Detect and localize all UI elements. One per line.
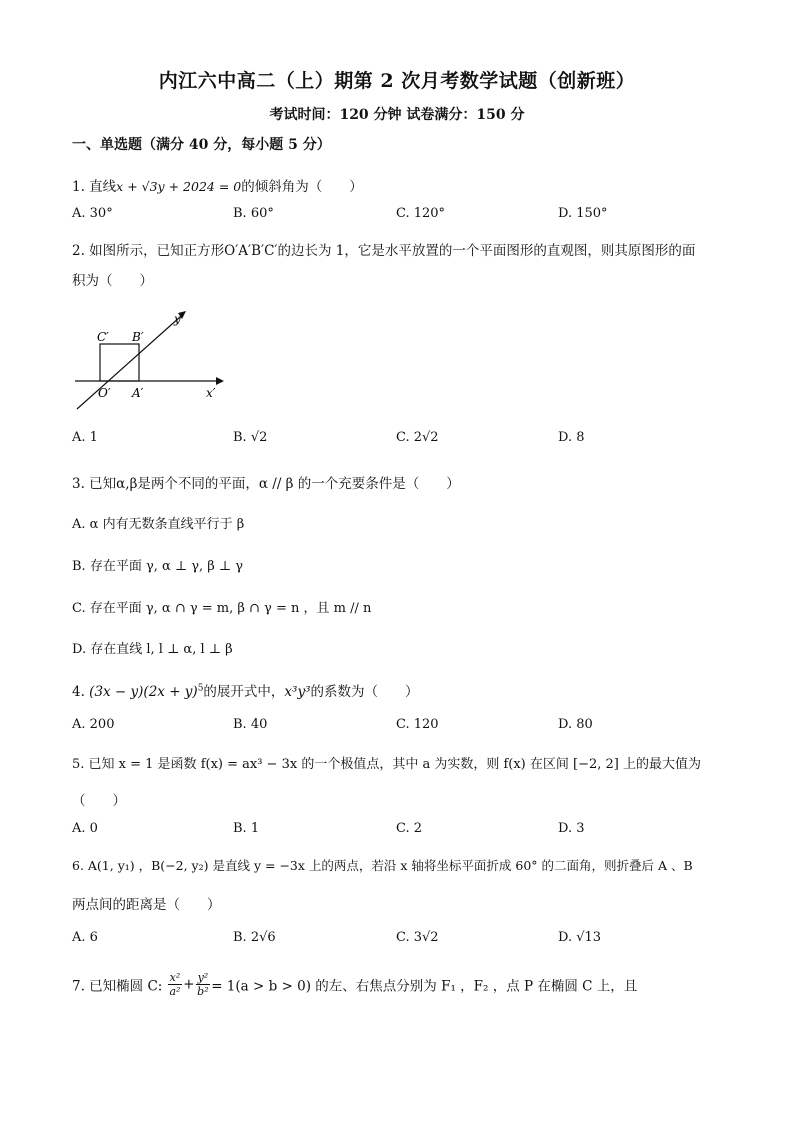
frac2-denominator: b² (197, 985, 209, 998)
q4-option-a: A. 200 (72, 717, 115, 732)
y-axis-line (77, 317, 180, 409)
question-6-line1: 6. A(1, y₁) ，B(−2, y₂) 是直线 y = −3x 上的两点，若沿 x 轴将坐标平面折成 60° 的二面角，则折叠后 A 、B (72, 858, 693, 873)
q4-option-c: C. 120 (396, 717, 439, 732)
q1-option-b: B. 60° (233, 206, 274, 221)
question-4-exponent: 5 (197, 683, 204, 694)
question-2-line2: 积为（ ） (72, 273, 153, 289)
q2-option-b: B. √2 (233, 430, 268, 445)
q2-option-c: C. 2√2 (396, 430, 439, 445)
q1-option-c: C. 120° (396, 206, 446, 221)
question-7-stem (72, 972, 637, 997)
question-4-term: x³y³ (284, 684, 311, 700)
exam-info: 考试时间：120 分钟 试卷满分：150 分 (269, 107, 525, 123)
question-4-stem (72, 680, 419, 700)
q3-option-a: A. α 内有无数条直线平行于 β (72, 517, 245, 532)
question-4-number: 4. (72, 684, 90, 700)
q6-option-b: B. 2√6 (233, 930, 276, 945)
frac1-denominator: a² (169, 985, 181, 998)
question-5-line1: 5. 已知 x = 1 是函数 f(x) = ax³ − 3x 的一个极值点，其中 a 为实数，则 f(x) 在区间 [−2, 2] 上的最大值为 (72, 757, 701, 772)
label-o: O′ (98, 386, 111, 400)
q3-option-d: D. 存在直线 l, l ⊥ α, l ⊥ β (72, 642, 233, 657)
frac2-numerator: y² (197, 971, 209, 984)
section-heading: 一、单选题（满分 40 分，每小题 5 分） (72, 137, 331, 153)
x-axis-arrow (216, 377, 224, 385)
q6-option-a: A. 6 (72, 930, 98, 945)
question-6-line2: 两点间的距离是（ ） (72, 897, 221, 913)
label-b: B′ (132, 330, 144, 344)
q4-option-d: D. 80 (558, 717, 593, 732)
question-2-line1: 2. 如图所示，已知正方形O′A′B′C′的边长为 1，它是水平放置的一个平面图形的直观图，则其原图形的面 (72, 243, 696, 259)
q4-option-b: B. 40 (233, 717, 268, 732)
q2-option-d: D. 8 (558, 430, 585, 445)
q5-option-a: A. 0 (72, 821, 98, 836)
question-7-pre: 7. 已知椭圆 C: (72, 978, 167, 995)
q5-option-c: C. 2 (396, 821, 423, 836)
question-1-number: 1. (72, 179, 90, 195)
square-outline (100, 344, 139, 381)
q5-option-d: D. 3 (558, 821, 585, 836)
question-4-post: 的系数为（ ） (310, 684, 419, 700)
question-1-pre: 直线 (89, 179, 117, 195)
question-1-stem (72, 175, 363, 195)
question-3-stem: 3. 已知α,β是两个不同的平面，α // β 的一个充要条件是（ ） (72, 476, 460, 492)
question-5-line2: （ ） (72, 793, 126, 809)
q1-option-a: A. 30° (72, 206, 113, 221)
fraction-y-squared-over-b-squared (196, 972, 211, 997)
page-title: 内江六中高二（上）期第 2 次月考数学试题（创新班） (158, 70, 636, 92)
question-1-post: 的倾斜角为（ ） (241, 179, 363, 195)
question-4-expression: (3x − y)(2x + y) (89, 684, 198, 700)
q2-option-a: A. 1 (72, 430, 98, 445)
q3-option-c: C. 存在平面 γ, α ∩ γ = m, β ∩ γ = n ，且 m // n (72, 601, 372, 616)
q3-option-b: B. 存在平面 γ, α ⊥ γ, β ⊥ γ (72, 559, 244, 574)
question-1-formula: x + √3y + 2024 = 0 (116, 179, 242, 194)
q1-option-d: D. 150° (558, 206, 608, 221)
frac1-numerator: x² (169, 971, 181, 984)
label-a: A′ (132, 386, 144, 400)
q5-option-b: B. 1 (233, 821, 260, 836)
q6-option-d: D. √13 (558, 930, 602, 945)
fraction-x-squared-over-a-squared (168, 972, 183, 997)
oblique-square-figure (70, 305, 230, 410)
q6-option-c: C. 3√2 (396, 930, 439, 945)
question-7-post: = 1(a > b > 0) 的左、右焦点分别为 F₁ ，F₂ ，点 P 在椭圆 C 上，且 (211, 978, 638, 995)
label-c: C′ (97, 330, 109, 344)
label-y-axis: y′ (174, 312, 184, 326)
question-7-plus: + (183, 976, 195, 993)
question-4-mid: 的展开式中， (203, 684, 285, 700)
label-x-axis: x′ (206, 386, 216, 400)
